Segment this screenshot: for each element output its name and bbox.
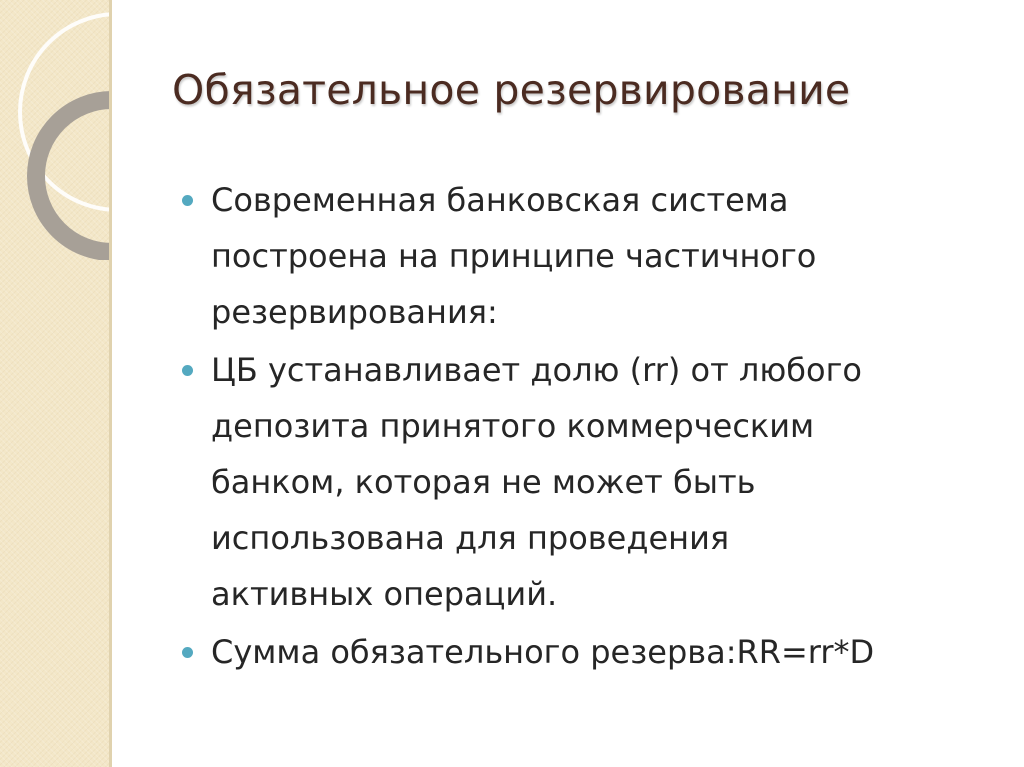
slide-title: Обязательное резервирование (172, 66, 851, 114)
bullet-line: построена на принципе частичного (211, 237, 817, 275)
sidebar-divider (109, 0, 112, 767)
bullet-icon (182, 195, 193, 206)
bullet-item (182, 172, 1002, 340)
bullet-item (182, 342, 1002, 622)
bullet-line: ЦБ устанавливает долю (rr) от любого (211, 351, 862, 389)
bullet-line: Современная банковская система (211, 181, 789, 219)
bullet-line: активных операций. (211, 575, 558, 613)
bullet-line: использована для проведения (211, 519, 730, 557)
bullet-line: банком, которая не может быть (211, 463, 756, 501)
bullet-line: депозита принятого коммерческим (211, 407, 815, 445)
bullet-item (182, 624, 1002, 680)
bullet-icon (182, 365, 193, 376)
bullet-line: резервирования: (211, 293, 498, 331)
bullet-icon (182, 647, 193, 658)
decorative-rings-icon (0, 0, 112, 260)
decorative-sidebar (0, 0, 112, 767)
bullet-line: Сумма обязательного резерва:RR=rr*D (211, 633, 875, 671)
bullet-list (182, 172, 1002, 682)
